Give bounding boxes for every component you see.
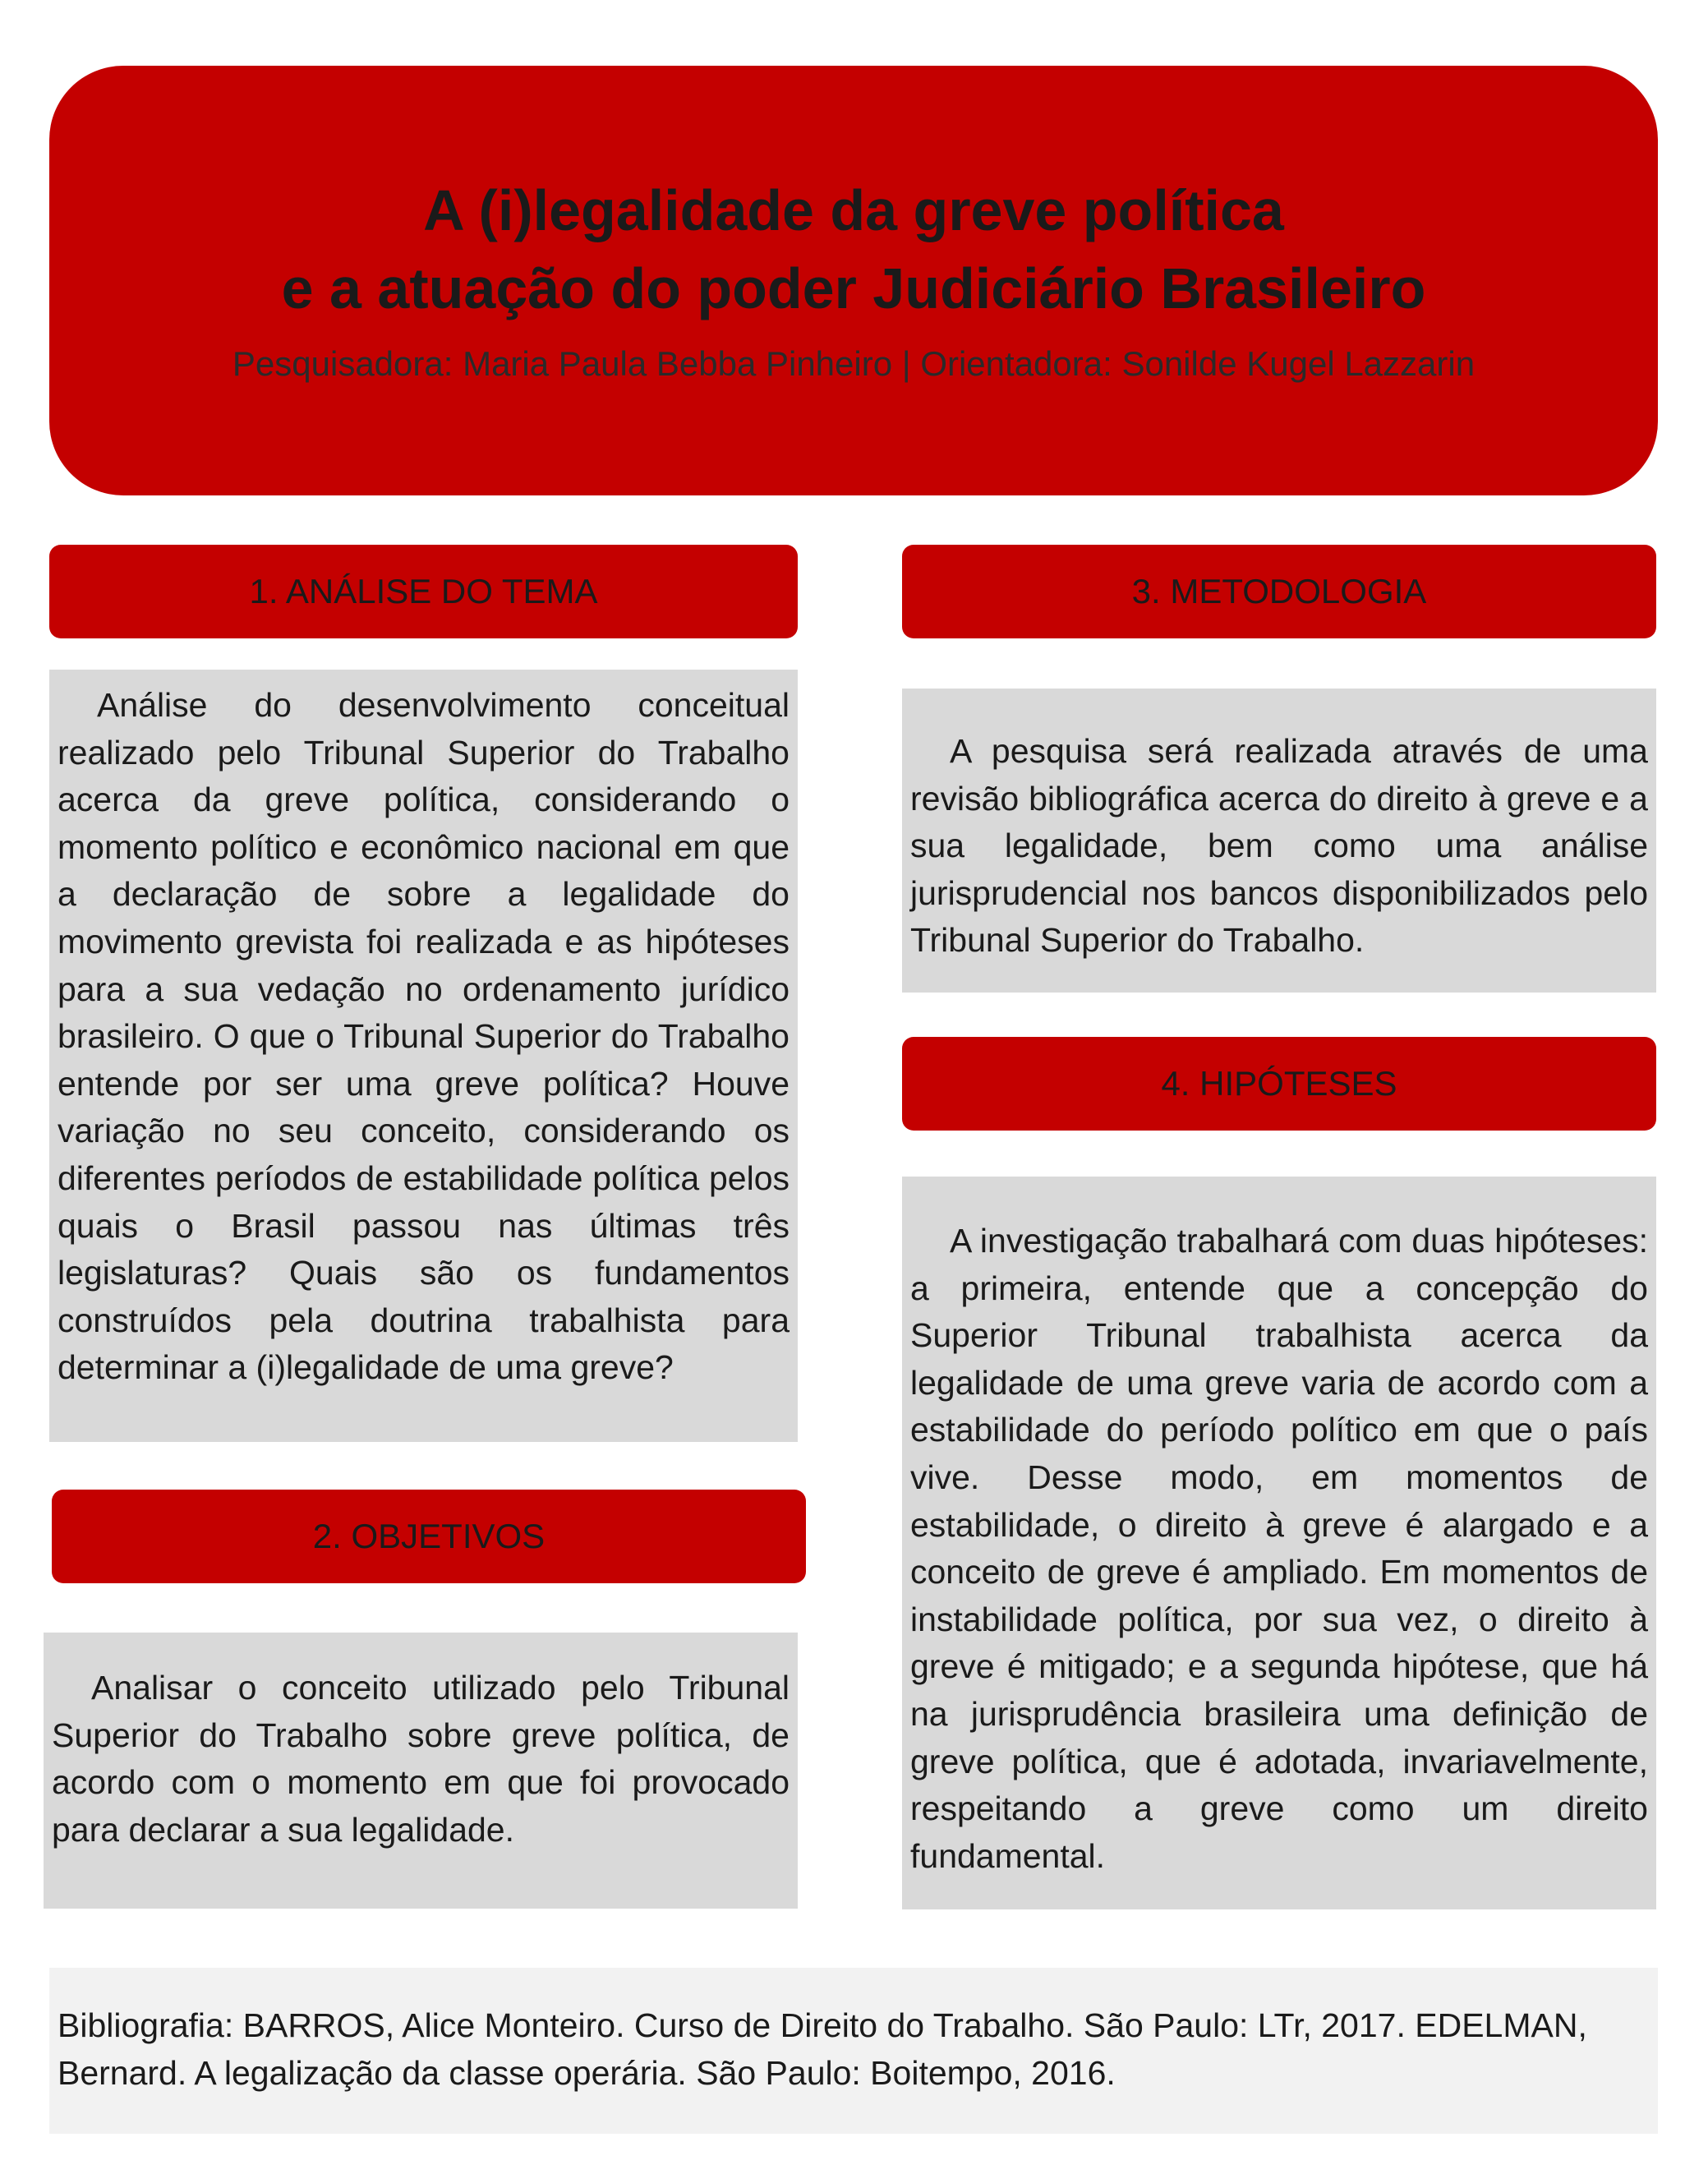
section-heading-hipoteses: 4. HIPÓTESES (902, 1037, 1656, 1131)
section-box-analise (49, 670, 798, 1442)
title-line-2: e a atuação do poder Judiciário Brasileiro (281, 256, 1426, 320)
bibliography: Bibliografia: BARROS, Alice Monteiro. Curso de Direito do Trabalho. São Paulo: LTr, 2017. EDELMAN, Bernard. A legalização da classe operária. São Paulo: Boitempo, 2016. (49, 1968, 1658, 2134)
title-line-1: A (i)legalidade da greve política (423, 178, 1284, 242)
authors-line: Pesquisadora: Maria Paula Bebba Pinheiro | Orientadora: Sonilde Kugel Lazzarin (232, 344, 1476, 383)
section-box-metodologia (902, 689, 1656, 993)
section-box-hipoteses (902, 1177, 1656, 1909)
hipoteses-text: A investigação trabalhará com duas hipóteses: a primeira, entende que a concepção do Superior Tribunal trabalhista acerca da legalidade de uma greve varia de acordo com a estabilidade do período político em que o país vive. Desse modo, em momentos de estabilidade, o direito à greve é alargado e a conceito de greve é ampliado. Em momentos de instabilidade política, por sua vez, o direito à greve é mitigado; e a segunda hipótese, que há na jurisprudência brasileira uma definição de greve política, que é adotada, invariavelmente, respeitando a greve como um direito fundamental. (910, 1222, 1648, 1875)
metodologia-text: A pesquisa será realizada através de uma revisão bibliográfica acerca do direito à greve e a sua legalidade, bem como uma análise jurisprudencial nos bancos disponibilizados pelo Tribunal Superior do Trabalho. (910, 732, 1648, 960)
section-heading-analise: 1. ANÁLISE DO TEMA (49, 545, 798, 638)
section-heading-objetivos: 2. OBJETIVOS (52, 1490, 806, 1583)
section-heading-metodologia: 3. METODOLOGIA (902, 545, 1656, 638)
section-box-objetivos (44, 1633, 798, 1909)
analise-text: Análise do desenvolvimento conceitual realizado pelo Tribunal Superior do Trabalho acerca da greve política, considerando o momento político e econômico nacional em que a declaração de sobre a legalidade do movimento grevista foi realizada e as hipóteses para a sua vedação no ordenamento jurídico brasileiro. O que o Tribunal Superior do Trabalho entende por ser uma greve política? Houve variação no seu conceito, considerando os diferentes períodos de estabilidade política pelos quais o Brasil passou nas últimas três legislaturas? Quais são os fundamentos construídos pela doutrina trabalhista para determinar a (i)legalidade de uma greve? (58, 686, 790, 1387)
objetivos-text: Analisar o conceito utilizado pelo Tribunal Superior do Trabalho sobre greve política, de acordo com o momento em que foi provocado para declarar a sua legalidade. (52, 1669, 790, 1849)
poster-header (49, 66, 1658, 495)
